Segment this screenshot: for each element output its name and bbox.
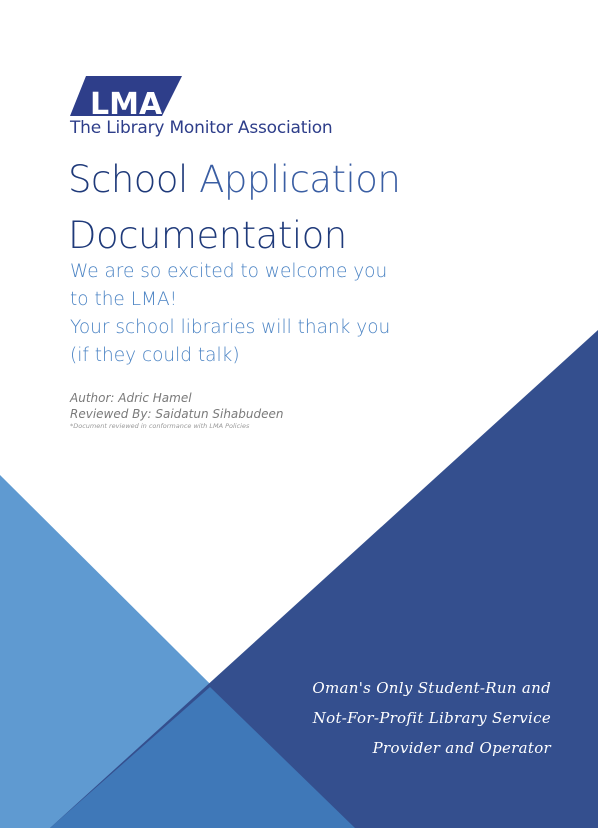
welcome-line: We are so excited to welcome you [70, 261, 388, 282]
reviewer: Reviewed By: Saidatun Sihabudeen [70, 407, 284, 421]
title-word-application: Application [199, 158, 401, 201]
tagline-line: Provider and Operator [372, 739, 551, 757]
review-note: *Document reviewed in conformance with LMA Policies [70, 422, 250, 430]
author: Author: Adric Hamel [70, 391, 192, 405]
document-meta [70, 390, 284, 431]
welcome-message [70, 258, 450, 370]
logo-mark: LMA [90, 87, 163, 116]
tagline [312, 673, 551, 763]
tagline-line: Not-For-Profit Library Service [312, 709, 551, 727]
tagline-line: Oman's Only Student-Run and [312, 679, 551, 697]
title-word-school: School [68, 158, 188, 201]
document-title [68, 152, 538, 264]
welcome-line: Your school libraries will thank you [70, 317, 391, 338]
title-line-2: Documentation [68, 214, 347, 257]
welcome-line: (if they could talk) [70, 345, 240, 366]
lma-logo [70, 76, 182, 116]
title-line-1 [68, 152, 538, 208]
organization-name: The Library Monitor Association [70, 118, 333, 138]
welcome-line: to the LMA! [70, 289, 178, 310]
